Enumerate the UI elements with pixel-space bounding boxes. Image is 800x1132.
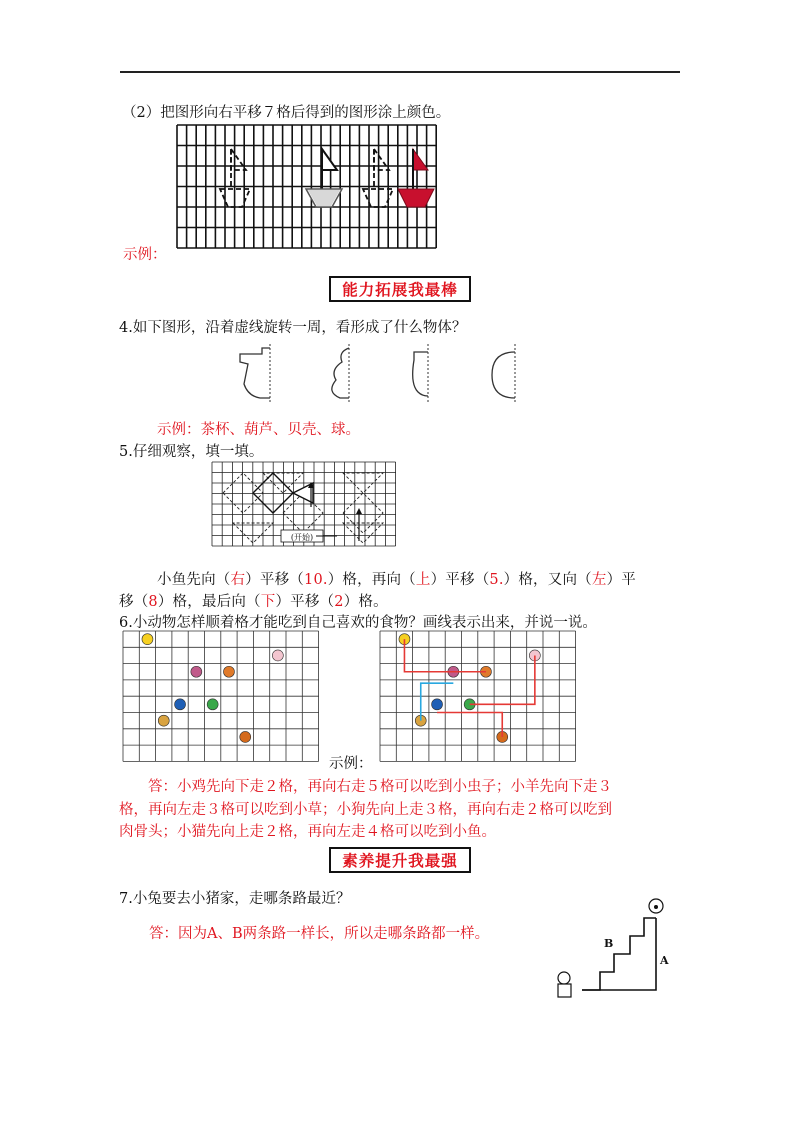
q7-text: 7.小兔要去小猪家，走哪条路最近？ [119, 891, 351, 907]
q5-fill-line-2: 移（8）格，最后向（下）平移（2）格。 [119, 594, 388, 610]
label-b: B [604, 937, 614, 950]
q7-answer: 答：因为A、B两条路一样长，所以走哪条路都一样。 [149, 926, 490, 942]
q6-answer-line-3: 肉骨头；小猫先向上走２格，再向左走４格可以吃到小鱼。 [119, 824, 496, 840]
chick-icon [142, 634, 153, 645]
cat-icon [240, 731, 251, 742]
q3-example-label: 示例： [123, 247, 167, 263]
animal-grid-question [122, 630, 322, 766]
boat-sail [322, 149, 337, 170]
sheep-icon [272, 650, 283, 661]
label-a: A [660, 954, 669, 967]
q6-answer-line-1: 答：小鸡先向下走２格，再向右走５格可以吃到小虫子；小羊先向下走３ [148, 779, 612, 795]
q6-answer-line-2: 格，再向左走３格可以吃到小草；小狗先向上走３格，再向右走２格可以吃到 [119, 802, 612, 818]
q6-example-label: 示例： [329, 756, 373, 772]
rabbit-body [558, 984, 571, 997]
q5-text: 5.仔细观察，填一填。 [119, 444, 264, 460]
q3-part2-text: （2）把图形向右平移７格后得到的图形涂上颜色。 [122, 105, 451, 121]
ball-shape-outline [492, 352, 515, 398]
shell-shape-outline [413, 352, 428, 396]
start-label: (开始) [290, 533, 314, 542]
arrow-head-2 [356, 508, 362, 514]
q5-fill-line-1: 小鱼先向（右）平移（10.）格，再向（上）平移（5.）格，又向（左）平 [157, 572, 636, 588]
grass-icon [207, 699, 218, 710]
animal-grid-example [379, 630, 579, 766]
cup-shape-outline [240, 348, 270, 398]
cat-route [437, 713, 502, 737]
dashed-fish-6 [343, 523, 383, 543]
dashed-boat-right-sail [374, 149, 389, 170]
worm-icon [223, 666, 234, 677]
fish-grid [211, 461, 397, 549]
boat-translation-grid [175, 123, 445, 251]
fish-icon [432, 699, 443, 710]
q4-answer: 示例：茶杯、葫芦、贝壳、球。 [157, 422, 360, 438]
stair-path-b [582, 918, 656, 990]
boat-hull-shade [308, 190, 340, 206]
dog-icon [158, 715, 169, 726]
colored-boat-hull [398, 189, 434, 207]
pig-nose [654, 905, 658, 909]
dashed-fish-4 [343, 493, 383, 533]
rotation-shapes [230, 340, 550, 410]
colored-boat-sail [413, 149, 428, 170]
section-banner-literacy: 素养提升我最强 [329, 847, 471, 873]
q6-text: 6.小动物怎样顺着格才能吃到自己喜欢的食物？画线表示出来，并说一说。 [119, 615, 597, 631]
gourd-shape-outline [332, 348, 349, 398]
rabbit-head [558, 972, 570, 984]
dashed-fish-2 [283, 493, 323, 533]
bug-icon [191, 666, 202, 677]
staircase-diagram [552, 892, 677, 1007]
fish-icon [175, 699, 186, 710]
section-banner-ability: 能力拓展我最棒 [329, 276, 471, 302]
header-rule [120, 71, 680, 73]
q4-text: 4.如下图形，沿着虚线旋转一周，看形成了什么物体？ [119, 320, 467, 336]
